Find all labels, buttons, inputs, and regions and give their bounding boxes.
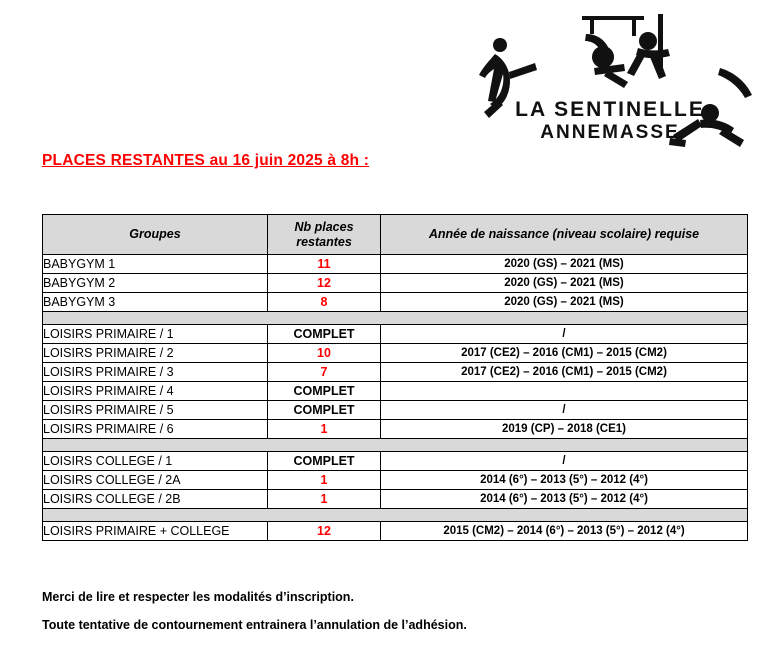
table-row	[43, 344, 748, 363]
cell-places-remaining: 1	[268, 490, 381, 509]
table-body	[43, 255, 748, 541]
page-title: PLACES RESTANTES au 16 juin 2025 à 8h :	[42, 152, 370, 169]
footer-line-1: Merci de lire et respecter les modalités d’inscription.	[42, 590, 354, 604]
table-row	[43, 420, 748, 439]
cell-birth-year-requirement: 2020 (GS) – 2021 (MS)	[381, 274, 748, 293]
cell-group-name: LOISIRS COLLEGE / 2A	[43, 471, 268, 490]
cell-places-remaining: COMPLET	[268, 325, 381, 344]
logo-text-line2: ANNEMASSE	[540, 122, 680, 143]
cell-group-name: BABYGYM 2	[43, 274, 268, 293]
club-logo	[462, 8, 762, 148]
cell-birth-year-requirement: /	[381, 401, 748, 420]
table-row	[43, 274, 748, 293]
table-spacer-row	[43, 509, 748, 522]
cell-places-remaining: COMPLET	[268, 452, 381, 471]
cell-birth-year-requirement: 2015 (CM2) – 2014 (6°) – 2013 (5°) – 2012 (4°)	[381, 522, 748, 541]
column-header-year: Année de naissance (niveau scolaire) requise	[381, 215, 748, 255]
cell-group-name: LOISIRS COLLEGE / 1	[43, 452, 268, 471]
table-header-row	[43, 215, 748, 255]
logo-text-line1: LA SENTINELLE	[515, 98, 705, 121]
logo-artwork	[462, 8, 762, 148]
cell-places-remaining: 1	[268, 471, 381, 490]
cell-birth-year-requirement: 2014 (6°) – 2013 (5°) – 2012 (4°)	[381, 490, 748, 509]
table-row	[43, 490, 748, 509]
cell-group-name: LOISIRS PRIMAIRE / 6	[43, 420, 268, 439]
cell-birth-year-requirement: 2017 (CE2) – 2016 (CM1) – 2015 (CM2)	[381, 363, 748, 382]
cell-birth-year-requirement: 2019 (CP) – 2018 (CE1)	[381, 420, 748, 439]
table-row	[43, 401, 748, 420]
table-spacer-row	[43, 312, 748, 325]
cell-birth-year-requirement: 2017 (CE2) – 2016 (CM1) – 2015 (CM2)	[381, 344, 748, 363]
cell-places-remaining: 7	[268, 363, 381, 382]
column-header-places: Nb places restantes	[268, 215, 381, 255]
table-row	[43, 452, 748, 471]
table-row	[43, 255, 748, 274]
cell-group-name: BABYGYM 1	[43, 255, 268, 274]
places-table	[42, 214, 748, 541]
cell-birth-year-requirement: 2020 (GS) – 2021 (MS)	[381, 255, 748, 274]
cell-places-remaining: 12	[268, 274, 381, 293]
table-row	[43, 325, 748, 344]
table-header	[43, 215, 748, 255]
table-spacer-cell	[43, 439, 748, 452]
cell-group-name: LOISIRS PRIMAIRE / 1	[43, 325, 268, 344]
cell-birth-year-requirement: 2014 (6°) – 2013 (5°) – 2012 (4°)	[381, 471, 748, 490]
footer-line-2: Toute tentative de contournement entrainera l’annulation de l’adhésion.	[42, 618, 467, 632]
table-spacer-cell	[43, 509, 748, 522]
cell-group-name: LOISIRS PRIMAIRE / 4	[43, 382, 268, 401]
places-table-wrapper	[42, 214, 747, 541]
table-row	[43, 471, 748, 490]
cell-places-remaining: COMPLET	[268, 401, 381, 420]
table-row	[43, 382, 748, 401]
table-spacer-cell	[43, 312, 748, 325]
table-spacer-row	[43, 439, 748, 452]
cell-birth-year-requirement	[381, 382, 748, 401]
cell-group-name: BABYGYM 3	[43, 293, 268, 312]
footer-notes	[42, 590, 742, 646]
cell-places-remaining: 10	[268, 344, 381, 363]
cell-places-remaining: 12	[268, 522, 381, 541]
cell-group-name: LOISIRS PRIMAIRE / 3	[43, 363, 268, 382]
cell-places-remaining: 8	[268, 293, 381, 312]
cell-places-remaining: COMPLET	[268, 382, 381, 401]
cell-group-name: LOISIRS PRIMAIRE / 2	[43, 344, 268, 363]
column-header-groups: Groupes	[43, 215, 268, 255]
cell-places-remaining: 11	[268, 255, 381, 274]
cell-birth-year-requirement: /	[381, 325, 748, 344]
table-row	[43, 363, 748, 382]
cell-group-name: LOISIRS PRIMAIRE + COLLEGE	[43, 522, 268, 541]
table-row	[43, 293, 748, 312]
cell-group-name: LOISIRS COLLEGE / 2B	[43, 490, 268, 509]
table-row	[43, 522, 748, 541]
cell-birth-year-requirement: /	[381, 452, 748, 471]
cell-birth-year-requirement: 2020 (GS) – 2021 (MS)	[381, 293, 748, 312]
cell-group-name: LOISIRS PRIMAIRE / 5	[43, 401, 268, 420]
cell-places-remaining: 1	[268, 420, 381, 439]
